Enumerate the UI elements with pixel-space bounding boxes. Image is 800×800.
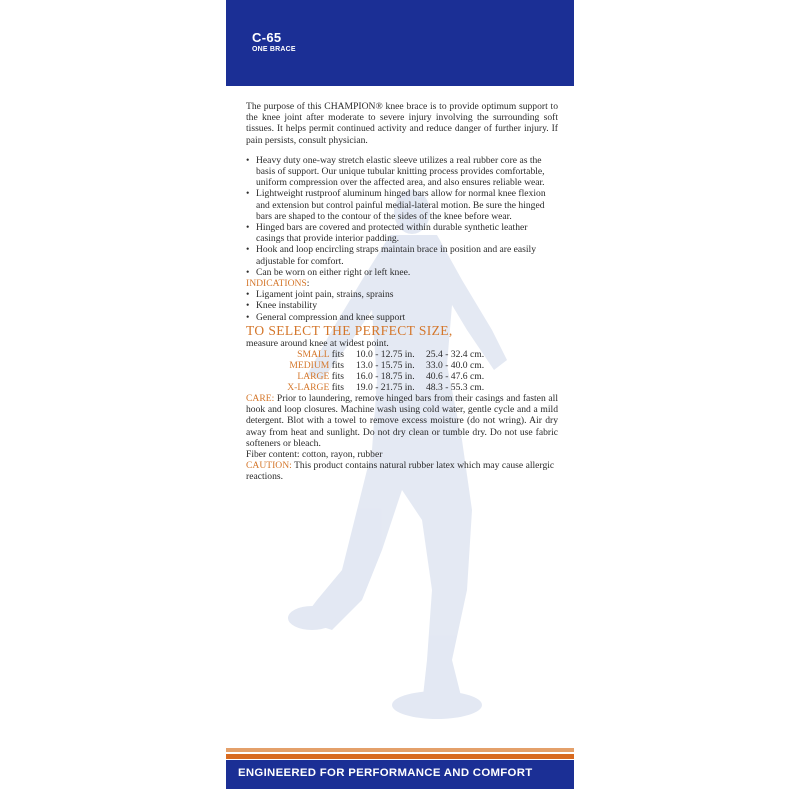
feature-item: • Lightweight rustproof aluminum hinged bars allow for normal knee flexion and extension but control painful medial-lateral motion. Be sure the hinged bars are shaped to the contour of the sides of the knee before wear. <box>246 188 558 222</box>
size-fits: fits <box>331 371 344 383</box>
size-name: X-LARGE <box>287 382 330 394</box>
feature-list <box>246 155 558 278</box>
size-fits: fits <box>331 360 344 372</box>
indications-colon: : <box>306 278 310 290</box>
care-paragraph <box>246 393 558 449</box>
size-name: LARGE <box>297 371 330 383</box>
size-label-cell <box>258 382 356 393</box>
indication-item: • Ligament joint pain, strains, sprains <box>246 289 558 300</box>
size-cm: 48.3 - 55.3 cm. <box>426 382 485 394</box>
size-inches: 10.0 - 12.75 in. <box>356 349 415 361</box>
size-row <box>258 382 484 393</box>
indications-label: INDICATIONS <box>246 278 307 290</box>
size-table <box>258 349 484 393</box>
care-text: Prior to laundering, remove hinged bars from their casings and fasten all hook and loop closures. Machine wash using cold water, gentle cycle and a mild detergent. Blot with a towel to remove excess moisture (do not wring). Air dry away from heat and sunlight. Do not dry clean or tumble dry. Do not use fabric softeners or bleach. <box>246 393 558 449</box>
fiber-content: Fiber content: cotton, rayon, rubber <box>246 449 383 461</box>
size-row <box>258 360 484 371</box>
header-bar <box>226 0 574 86</box>
feature-item: • Hook and loop encircling straps maintain brace in position and are easily adjustable for comfort. <box>246 244 558 266</box>
footer-bar <box>226 760 574 789</box>
feature-item: • Heavy duty one-way stretch elastic sleeve utilizes a real rubber core as the basis of support. Our unique tubular knitting process provides comfortable, uniform compression over the affected area, and also ensures reliable wear. <box>246 155 558 189</box>
caution-label: CAUTION: <box>246 460 292 472</box>
size-row <box>258 371 484 382</box>
size-inches: 13.0 - 15.75 in. <box>356 360 415 372</box>
brochure-page <box>226 0 574 800</box>
size-fits: fits <box>331 349 344 361</box>
size-heading: TO SELECT THE PERFECT SIZE, <box>246 322 453 338</box>
indication-item: • Knee instability <box>246 300 558 311</box>
size-label-cell <box>258 349 356 360</box>
product-subtitle: ONE BRACE <box>252 46 296 53</box>
size-name: SMALL <box>297 349 330 361</box>
indications-heading <box>246 278 558 289</box>
size-inches: 19.0 - 21.75 in. <box>356 382 415 394</box>
size-cm: 40.6 - 47.6 cm. <box>426 371 485 383</box>
accent-stripe-light <box>226 748 574 752</box>
size-label-cell <box>258 371 356 382</box>
intro-paragraph: The purpose of this CHAMPION® knee brace is to provide optimum support to the knee joint after moderate to severe injury involving the surrounding soft tissues. It helps permit continued activity and reduce danger of further injury. If pain persists, consult physician. <box>246 101 558 146</box>
size-row <box>258 349 484 360</box>
accent-stripe-dark <box>226 754 574 759</box>
size-cm: 25.4 - 32.4 cm. <box>426 349 485 361</box>
size-fits: fits <box>331 382 344 394</box>
size-name: MEDIUM <box>289 360 330 372</box>
caution-text: This product contains natural rubber latex which may cause allergic reactions. <box>246 460 555 483</box>
care-label: CARE: <box>246 393 275 405</box>
indication-item: • General compression and knee support <box>246 312 558 323</box>
feature-item: • Can be worn on either right or left knee. <box>246 267 558 278</box>
size-instruction: measure around knee at widest point. <box>246 337 389 349</box>
indications-list <box>246 289 558 323</box>
body-content <box>246 101 558 483</box>
size-label-cell <box>258 360 356 371</box>
product-code: C-65 <box>252 30 282 45</box>
size-cm: 33.0 - 40.0 cm. <box>426 360 485 372</box>
caution-paragraph <box>246 460 558 482</box>
size-inches: 16.0 - 18.75 in. <box>356 371 415 383</box>
footer-tagline: ENGINEERED FOR PERFORMANCE AND COMFORT <box>238 767 533 779</box>
feature-item: • Hinged bars are covered and protected within durable synthetic leather casings that provide interior padding. <box>246 222 558 244</box>
